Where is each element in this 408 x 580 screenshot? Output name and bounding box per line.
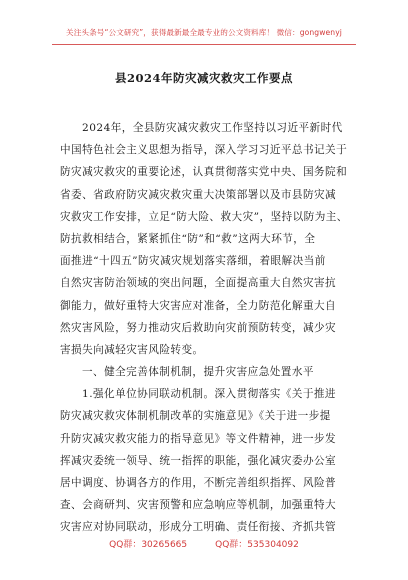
header-banner: 关注头条号“公文研究”，获得最新最全最专业的公文资料库！ 微信：gongwenyj (66, 28, 342, 37)
footer-qq-group-1: QQ群：30265665 (109, 540, 188, 550)
body-line: 害损失向减轻灾害风险转变。 (60, 343, 204, 356)
body-line: 1.强化单位协同联动机制。深入贯彻落实《关于推进 (82, 388, 336, 401)
body-line: 中国特色社会主义思想为指导，深入学习习近平总书记关于 (60, 144, 348, 157)
document-body (60, 117, 350, 539)
body-line: 防抗救相结合，紧紧抓住“防”和“救”这两大环节，全 (60, 232, 316, 245)
footer-contact (0, 537, 408, 550)
document-title: 县2024年防灾减灾救灾工作要点 (114, 71, 293, 85)
body-line: 面推进“十四五”防灾减灾规划落实落细，着眼解决当前 (60, 255, 326, 268)
body-line: 灾救灾工作安排，立足“防大险、救大灾”，坚持以防为主、 (60, 210, 348, 223)
body-line: 2024年，全县防灾减灾救灾工作坚持以习近平新时代 (82, 122, 343, 134)
body-line: 省委、省政府防灾减灾救灾重大决策部署以及市县防灾减 (60, 188, 337, 201)
body-line: 查、会商研判、灾害预警和应急响应等机制，加强重特大 (60, 499, 337, 512)
body-line: 居中调度、协调各方的作用，不断完善组织指挥、风险普 (60, 477, 337, 489)
body-line: 升防灾减灾救灾能力的指导意见》等文件精神，进一步发 (60, 432, 337, 445)
body-line: 防灾减灾救灾体制机制改革的实施意见》《关于进一步提 (60, 410, 331, 423)
section-heading: 一、健全完善体制机制，提升灾害应急处置水平 (82, 366, 314, 379)
body-line: 防灾减灾救灾的重要论述，认真贯彻落实党中央、国务院和 (60, 166, 348, 179)
body-line: 御能力，做好重特大灾害应对准备，全力防范化解重大自 (60, 299, 337, 312)
body-line: 然灾害风险，努力推动灾后救助向灾前预防转变，减少灾 (60, 321, 337, 334)
header-divider (52, 44, 356, 45)
body-line: 挥减灾委统一领导、统一指挥的职能，强化减灾委办公室 (60, 454, 337, 467)
footer-qq-group-2: QQ群：535304092 (215, 540, 299, 550)
body-line: 灾害应对协同联动，形成分工明确、责任衔接、齐抓共管 (60, 521, 337, 534)
body-line: 自然灾害防治领域的突出问题，全面提高重大自然灾害抗 (60, 277, 337, 290)
